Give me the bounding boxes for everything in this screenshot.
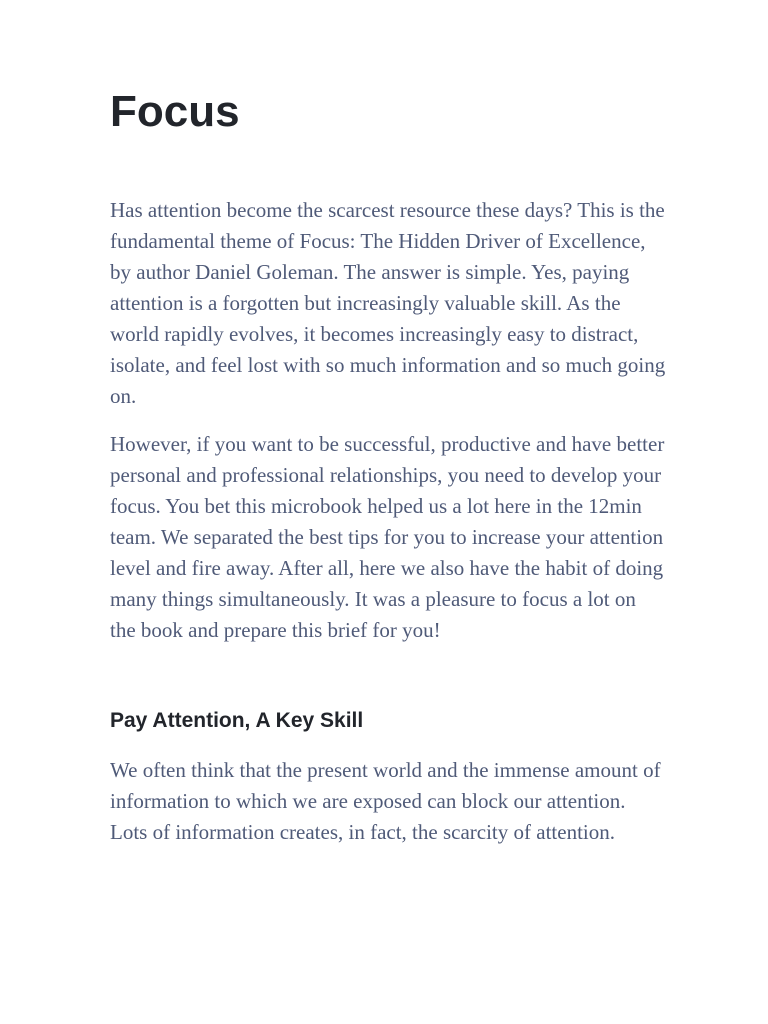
page-title: Focus: [110, 87, 240, 136]
intro-paragraph: Has attention become the scarcest resource these days? This is the fundamental theme of Focus: The Hidden Driver of Excellence, by author Daniel Goleman. The answer is simple. Yes, paying attention is a forgotten but increasingly valuable skill. As the world rapidly evolves, it becomes increasingly easy to distract, isolate, and feel lost with so much information and so much going on.: [110, 198, 666, 408]
section-paragraph: We often think that the present world and the immense amount of information to which we are exposed can block our attention. Lots of information creates, in fact, the scarcity of attention.: [110, 758, 661, 844]
section-heading: Pay Attention, A Key Skill: [110, 709, 364, 732]
body-paragraph: However, if you want to be successful, productive and have better personal and professional relationships, you need to develop your focus. You bet this microbook helped us a lot here in the 12min team. We separated the best tips for you to increase your attention level and fire away. After all, here we also have the habit of doing many things simultaneously. It was a pleasure to focus a lot on the book and prepare this brief for you!: [110, 432, 665, 642]
